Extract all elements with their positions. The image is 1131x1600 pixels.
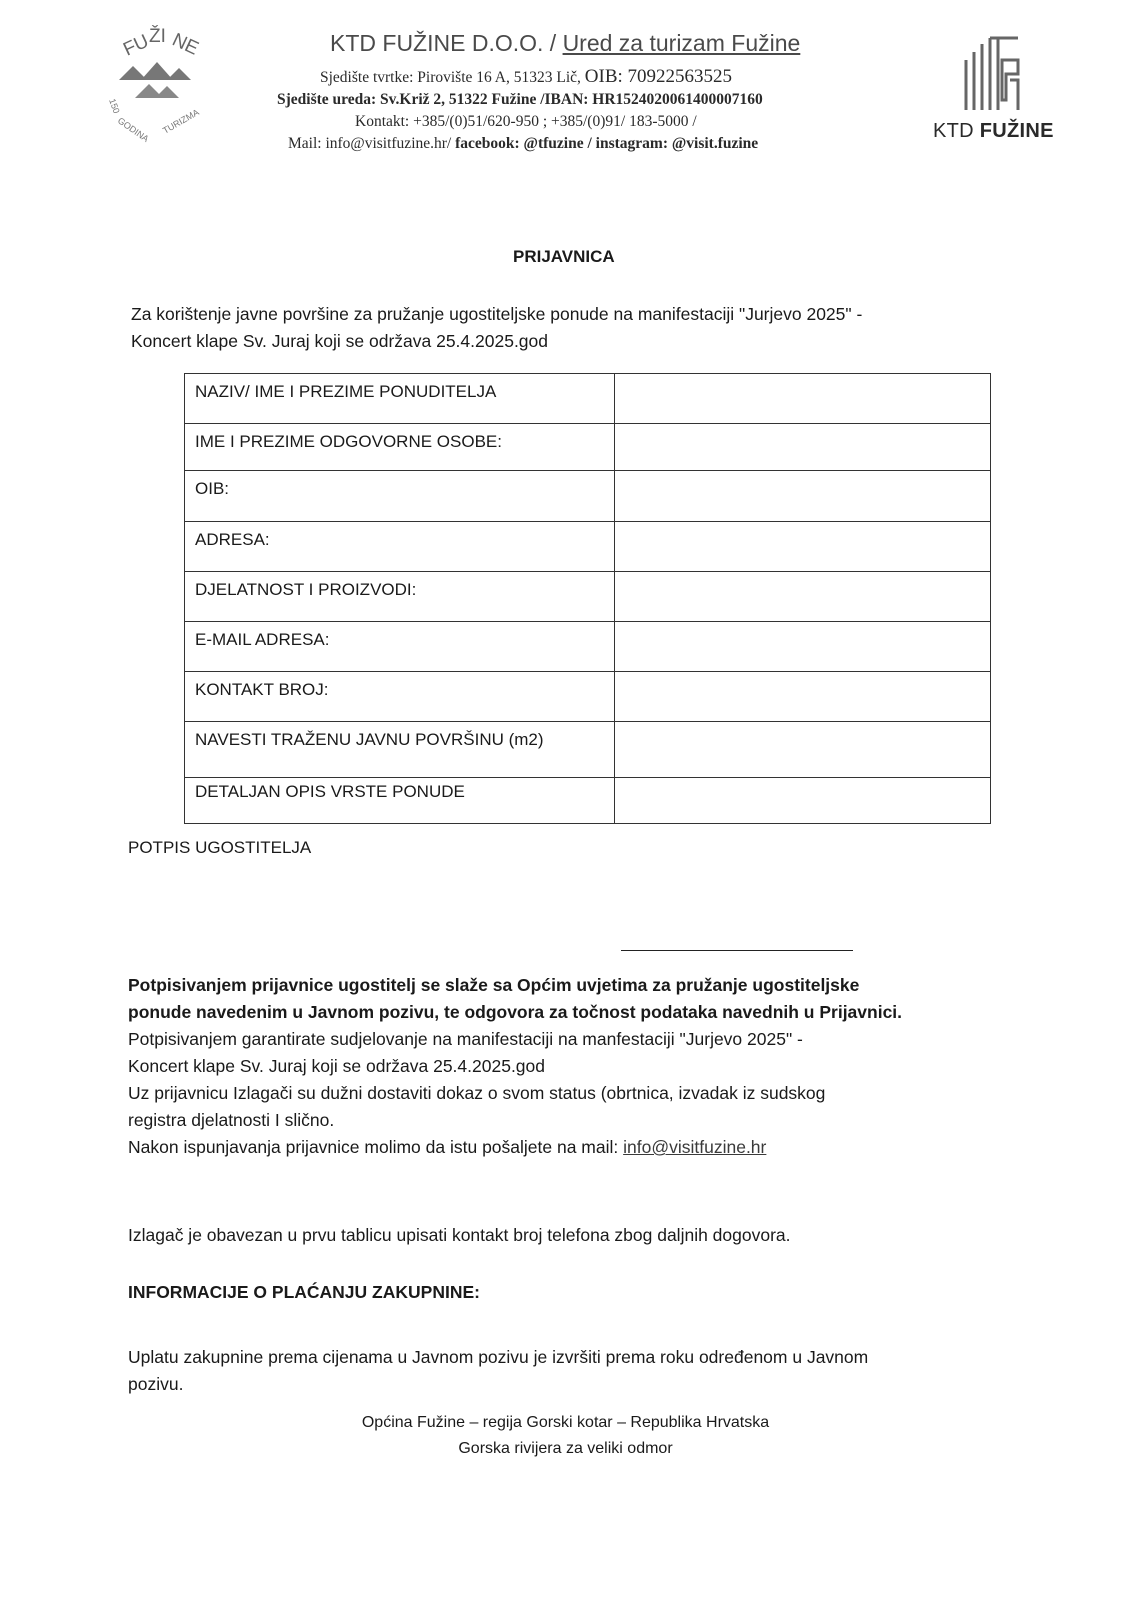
send-instruction: Nakon ispunjavanja prijavnice molimo da istu pošaljete na mail: bbox=[128, 1137, 624, 1157]
field-value-offer-description[interactable] bbox=[615, 778, 991, 824]
notes-line-6: registra djelatnosti I slično. bbox=[128, 1110, 335, 1130]
payment-line-2: pozivu. bbox=[128, 1374, 184, 1394]
field-value-activity[interactable] bbox=[615, 572, 991, 622]
form-title: PRIJAVNICA bbox=[513, 247, 615, 266]
table-row bbox=[185, 374, 991, 424]
company-title bbox=[330, 30, 800, 57]
field-label: E-MAIL ADRESA: bbox=[185, 622, 615, 672]
table-row bbox=[185, 672, 991, 722]
notes-bold-line-2: ponude navedenim u Javnom pozivu, te odgovora za točnost podataka navednih u Prijavnici. bbox=[128, 1002, 903, 1022]
footer-line-2: Gorska rivijera za veliki odmor bbox=[458, 1440, 673, 1457]
svg-text:TURIZMA: TURIZMA bbox=[161, 107, 201, 136]
header-social: facebook: @tfuzine / instagram: @visit.fuzine bbox=[455, 135, 759, 152]
payment-heading: INFORMACIJE O PLAĆANJU ZAKUPNINE: bbox=[128, 1282, 480, 1302]
mail-link[interactable]: info@visitfuzine.hr bbox=[623, 1137, 767, 1157]
company-name: KTD FUŽINE D.O.O. / bbox=[330, 30, 563, 56]
intro-line-1: Za korištenje javne površine za pružanje ugostiteljske ponude na manifestaciji "Jurjevo 2025" - bbox=[131, 304, 863, 324]
field-value-email[interactable] bbox=[615, 622, 991, 672]
footer-line-1: Općina Fužine – regija Gorski kotar – Republika Hrvatska bbox=[361, 1414, 770, 1431]
signature-line[interactable] bbox=[621, 950, 853, 951]
header-mail: Mail: info@visitfuzine.hr/ bbox=[288, 135, 456, 152]
contact-note: Izlagač je obavezan u prvu tablicu upisati kontakt broj telefona zbog daljnih dogovora. bbox=[128, 1225, 791, 1245]
notes-line-7 bbox=[128, 1134, 766, 1161]
ktd-fuzine-logo bbox=[958, 30, 1028, 120]
svg-text:GODINA: GODINA bbox=[115, 115, 151, 145]
field-label: OIB: bbox=[185, 471, 615, 522]
fuzine-150-logo bbox=[105, 22, 210, 147]
table-row bbox=[185, 424, 991, 471]
field-label: IME I PREZIME ODGOVORNE OSOBE: bbox=[185, 424, 615, 471]
field-value-address[interactable] bbox=[615, 522, 991, 572]
notes-line-5: Uz prijavnicu Izlagači su dužni dostaviti dokaz o svom status (obrtnica, izvadak iz sudskog bbox=[128, 1083, 826, 1103]
signature-label: POTPIS UGOSTITELJA bbox=[128, 838, 312, 857]
brand-fuzine: FUŽINE bbox=[979, 120, 1054, 142]
brand-ktd: KTD bbox=[933, 120, 980, 142]
table-row bbox=[185, 522, 991, 572]
logo-text-fu: FU bbox=[120, 30, 153, 61]
notes-line-4: Koncert klape Sv. Juraj koji se održava 25.4.2025.god bbox=[128, 1056, 546, 1076]
field-label: KONTAKT BROJ: bbox=[185, 672, 615, 722]
office-name: Ured za turizam Fužine bbox=[562, 30, 801, 56]
intro-text bbox=[131, 301, 1011, 355]
notes-line-3: Potpisivanjem garantirate sudjelovanje na manifestaciji na manfestaciji "Jurjevo 2025" - bbox=[128, 1029, 803, 1049]
field-label: NAZIV/ IME I PREZIME PONUDITELJA bbox=[185, 374, 615, 424]
field-value-provider-name[interactable] bbox=[615, 374, 991, 424]
payment-line-1: Uplatu zakupnine prema cijenama u Javnom pozivu je izvršiti prema roku određenom u Javnom bbox=[128, 1347, 869, 1367]
application-form-table bbox=[184, 373, 991, 824]
field-label: DETALJAN OPIS VRSTE PONUDE bbox=[185, 778, 615, 824]
mail-social-line bbox=[288, 135, 758, 153]
office-seat-line: Sjedište ureda: Sv.Križ 2, 51322 Fužine /IBAN: HR1524020061400007160 bbox=[277, 91, 763, 108]
company-seat: Sjedište tvrtke: Pirovište 16 A, 51323 Lič, bbox=[320, 69, 585, 86]
field-value-contact[interactable] bbox=[615, 672, 991, 722]
ktd-fuzine-brand bbox=[933, 120, 1054, 143]
field-value-area[interactable] bbox=[615, 722, 991, 778]
logo-text-ne: NE bbox=[168, 29, 202, 60]
field-label: ADRESA: bbox=[185, 522, 615, 572]
svg-text:150: 150 bbox=[107, 97, 122, 115]
contact-line: Kontakt: +385/(0)51/620-950 ; +385/(0)91/ 183-5000 / bbox=[355, 113, 697, 130]
field-label: NAVESTI TRAŽENU JAVNU POVRŠINU (m2) bbox=[185, 722, 615, 778]
table-row bbox=[185, 622, 991, 672]
table-row bbox=[185, 572, 991, 622]
company-oib: OIB: 70922563525 bbox=[584, 66, 733, 87]
field-value-oib[interactable] bbox=[615, 471, 991, 522]
table-row bbox=[185, 778, 991, 824]
company-seat-line bbox=[320, 66, 732, 88]
intro-line-2: Koncert klape Sv. Juraj koji se održava 25.4.2025.god bbox=[131, 331, 549, 351]
logo-text-zi: ŽI bbox=[149, 26, 166, 47]
table-row bbox=[185, 471, 991, 522]
table-row bbox=[185, 722, 991, 778]
notes-bold-line-1: Potpisivanjem prijavnice ugostitelj se slaže sa Općim uvjetima za pružanje ugostiteljske bbox=[128, 975, 860, 995]
field-value-responsible-person[interactable] bbox=[615, 424, 991, 471]
field-label: DJELATNOST I PROIZVODI: bbox=[185, 572, 615, 622]
